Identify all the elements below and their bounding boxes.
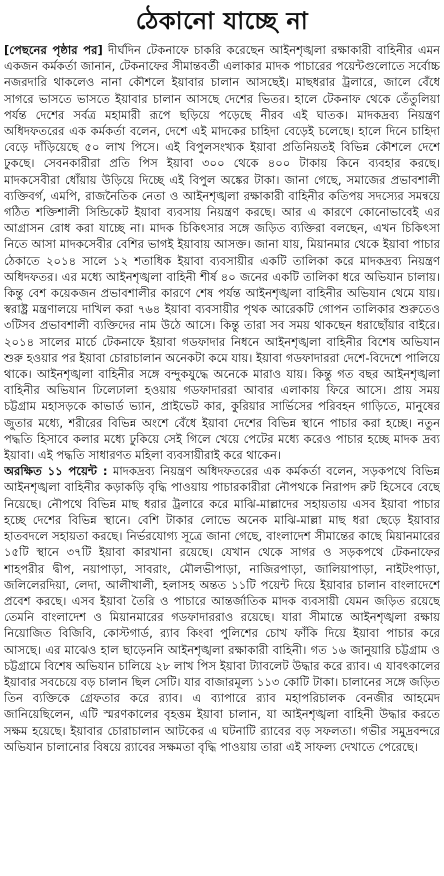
article-paragraph — [4, 463, 440, 755]
article-headline: ঠেকানো যাচ্ছে না — [135, 7, 309, 35]
news-article — [4, 4, 440, 872]
continued-from-back-page-label: [পেছনের পৃষ্ঠার পর] — [4, 43, 103, 57]
section-subheading: অরক্ষিত ১১ পয়েন্ট : — [4, 464, 108, 479]
article-body — [4, 42, 440, 872]
paragraph-text: মাদকদ্রব্য নিয়ন্ত্রণ অধিদফতরের এক কর্মকর্তা বলেন, সড়কপথে বিভিন্ন আইনশৃঙ্খলা বাহিনীর কড়াকড়ি বৃদ্ধি পাওয়ায় পাচারকারীরা নৌপথকে নিরাপদ রুট হিসেবে বেছে নিয়েছে। নৌপথে বিভিন্ন মাছ ধরার ট্রলারে করে মাঝি-মাল্লাদের সহায়তায় এসব ইয়াবা পাচার হচ্ছে দেশের বিভিন্ন স্থানে। বেশি টাকার লোভে অনেক মাঝি-মাল্লা মাছ ধরা ছেড়ে ইয়াবার হাতবদলে সহায়তা করছে। নির্ভরযোগ্য সূত্রে জানা গেছে, বাংলাদেশ সীমান্তের কাছে মিয়ানমারের ১৫টি স্থানে ৩৭টি ইয়াবা কারখানা রয়েছে। যেখান থেকে সাগর ও সড়কপথে টেকনাফের শাহপরীর দ্বীপ, নয়াপাড়া, সাবরাং, মৌলভীপাড়া, নাজিরপাড়া, জালিয়াপাড়া, নাইটংপাড়া, জলিলেরদিয়া, লেদা, আলীখালী, হলাসহ অন্তত ১১টি পয়েন্ট দিয়ে ইয়াবার চালান বাংলাদেশে প্রবেশ করছে। এসব ইয়াবা তৈরি ও পাচারে আন্তর্জাতিক মাদক ব্যবসায়ী যেমন জড়িত রয়েছে তেমনি বাংলাদেশ ও মিয়ানমারের গডফাদাররাও রয়েছে। যারা সীমান্তে আইনশৃঙ্খলা রক্ষায় নিয়োজিত বিজিবি, কোস্টগার্ড, র‌্যাব কিংবা পুলিশের চোখ ফাঁকি দিয়ে ইয়াবা পাচার করে আসছে। এর মাঝেও হাল ছাড়েননি আইনশৃঙ্খলা রক্ষাকারী বাহিনী। গত ১৬ জানুয়ারি চট্টগ্রাম ও চট্টগ্রামে বিশেষ অভিযান চালিয়ে ২৮ লাখ পিস ইয়াবা ট্যাবলেট উদ্ধার করে র‌্যাব। এ যাবৎকালের ইয়াবার সবচেয়ে বড় চালান ছিল সেটি। যার বাজারমূল্য ১১৩ কোটি টাকা। চালানের সঙ্গে জড়িত তিন ব্যক্তিকে গ্রেফতার করে র‌্যাব। এ ব্যাপারে র‌্যাব মহাপরিচালক বেনজীর আহমেদ জানিয়েছিলেন, এটি স্মরণকালের বৃহত্তম ইয়াবা চালান, যা আইনশৃঙ্খলা বাহিনী উদ্ধার করতে সক্ষম হয়েছে। ইয়াবার চোরাচালান আটকের এ ঘটনাটি র‌্যাবের বড় সফলতা। গভীর সমুদ্রবন্দরে অভিযান চালানোর বিষয়ে র‌্যাবের সক্ষমতা বৃদ্ধি পাওয়ায় তারা এই সাফল্য দেখাতে পেরেছে। — [4, 464, 440, 754]
article-paragraph — [4, 42, 440, 463]
paragraph-text: দীর্ঘদিন টেকনাফে চাকরি করেছেন আইনশৃঙ্খলা রক্ষাকারী বাহিনীর এমন একজন কর্মকর্তা জানান, টেকনাফের সীমান্তবর্তী এলাকার মাদক পাচারের পয়েন্টগুলোতে সর্বোচ্চ নজরদারি থাকলেও নানা কৌশলে ইয়াবার চালান আসছেই। মাছধরার ট্রলারে, জালে বেঁধে সাগরে ভাসতে ভাসতে ইয়াবার চালান আসছে দেশের ভিতর। হালে টেকনাফ থেকে তেঁতুলিয়া পর্যন্ত দেশের সর্বত্র মহামারী রূপে ছড়িয়ে পড়েছে নীরব এই ঘাতক। মাদকদ্রব্য নিয়ন্ত্রণ অধিদফতরের এক কর্মকর্তা বলেন, দেশে এই মাদকের চাহিদা বেড়েই চলেছে। হালে দিনে চাহিদা বেড়ে দাঁড়িয়েছে ৫০ লাখ পিসে। এই বিপুলসংখ্যক ইয়াবা প্রতিনিয়তই বিভিন্ন কৌশলে দেশে ঢুকছে। সেবনকারীরা প্রতি পিস ইয়াবা ৩০০ থেকে ৪০০ টাকায় কিনে ব্যবহার করছে। মাদকসেবীরা ধোঁয়ায় উড়িয়ে দিচ্ছে এই বিপুল অঙ্কের টাকা। জানা গেছে, সমাজের প্রভাবশালী ব্যক্তিবর্গ, এমপি, রাজনৈতিক নেতা ও আইনশৃঙ্খলা রক্ষাকারী বাহিনীর কতিপয় সদস্যের সমন্বয়ে গঠিত শক্তিশালী সিন্ডিকেট ইয়াবা ব্যবসায় নিয়ন্ত্রণ করছে। আর এ কারণে কোনোভাবেই এর আগ্রাসন রোধ করা যাচ্ছে না। মাদক চিকিৎসার সঙ্গে জড়িত ব্যক্তিরা বলছেন, এখন চিকিৎসা নিতে আসা মাদকসেবীর বেশির ভাগই ইয়াবায় আসক্ত। জানা যায়, মিয়ানমার থেকে ইয়াবা পাচার ঠেকাতে ২০১৪ সালে ১২ শতাধিক ইয়াবা ব্যবসায়ীর একটি তালিকা করে মাদকদ্রব্য নিয়ন্ত্রণ অধিদফতর। এর মধ্যে আইনশৃঙ্খলা বাহিনী শীর্ষ ৪০ জনের একটি তালিকা ধরে অভিযান চালায়। কিন্তু বেশ কয়েকজন প্রভাবশালীর কারণে শেষ পর্যন্ত আইনশৃঙ্খলা বাহিনীর অভিযান থেমে যায়। স্বরাষ্ট্র মন্ত্রণালয়ে দাখিল করা ৭৬৪ ইয়াবা ব্যবসায়ীর পৃথক আরেকটি গোপন তালিকার শুরুতেও ৩টিসব প্রভাবশালী ব্যক্তিদের নাম উঠে আসে। কিন্তু তারা সব সময় থাকছেন ধরাছোঁয়ার বাইরে। ২০১৪ সালের মার্চে টেকনাফে ইয়াবা গডফাদার নিধনে আইনশৃঙ্খলা বাহিনীর বিশেষ অভিযান শুরু হওয়ার পর ইয়াবা চোরাচালান অনেকটা কমে যায়। ইয়াবা গডফাদাররা দেশে-বিদেশে পালিয়ে থাকে। আইনশৃঙ্খলা বাহিনীর সঙ্গে বন্দুকযুদ্ধে অনেকে মারাও যায়। কিন্তু গত বছর আইনশৃঙ্খলা বাহিনীর অভিযান ঢিলেঢালা হওয়ায় গডফাদাররা আবার এলাকায় ফিরে আসে। প্রায় সময় চট্টগ্রাম মহাসড়কে কাভার্ড ভ্যান, প্রাইভেট কার, কুরিয়ার সার্ভিসের পরিবহন গাড়িতে, মানুষের জুতার মধ্যে, শরীরের বিভিন্ন অংশে বেঁধে ইয়াবা দেশের বিভিন্ন স্থানে পাচার করা হচ্ছে। নতুন পদ্ধতি হিসাবে কলার মধ্যে ঢুকিয়ে সেই গিলে খেয়ে পেটের মধ্যে করেও পাচার হচ্ছে মাদক দ্রব্য ইয়াবা। এই পদ্ধতি সাধারণত মহিলা ব্যবসায়ীরাই করে থাকেন। — [4, 43, 440, 463]
